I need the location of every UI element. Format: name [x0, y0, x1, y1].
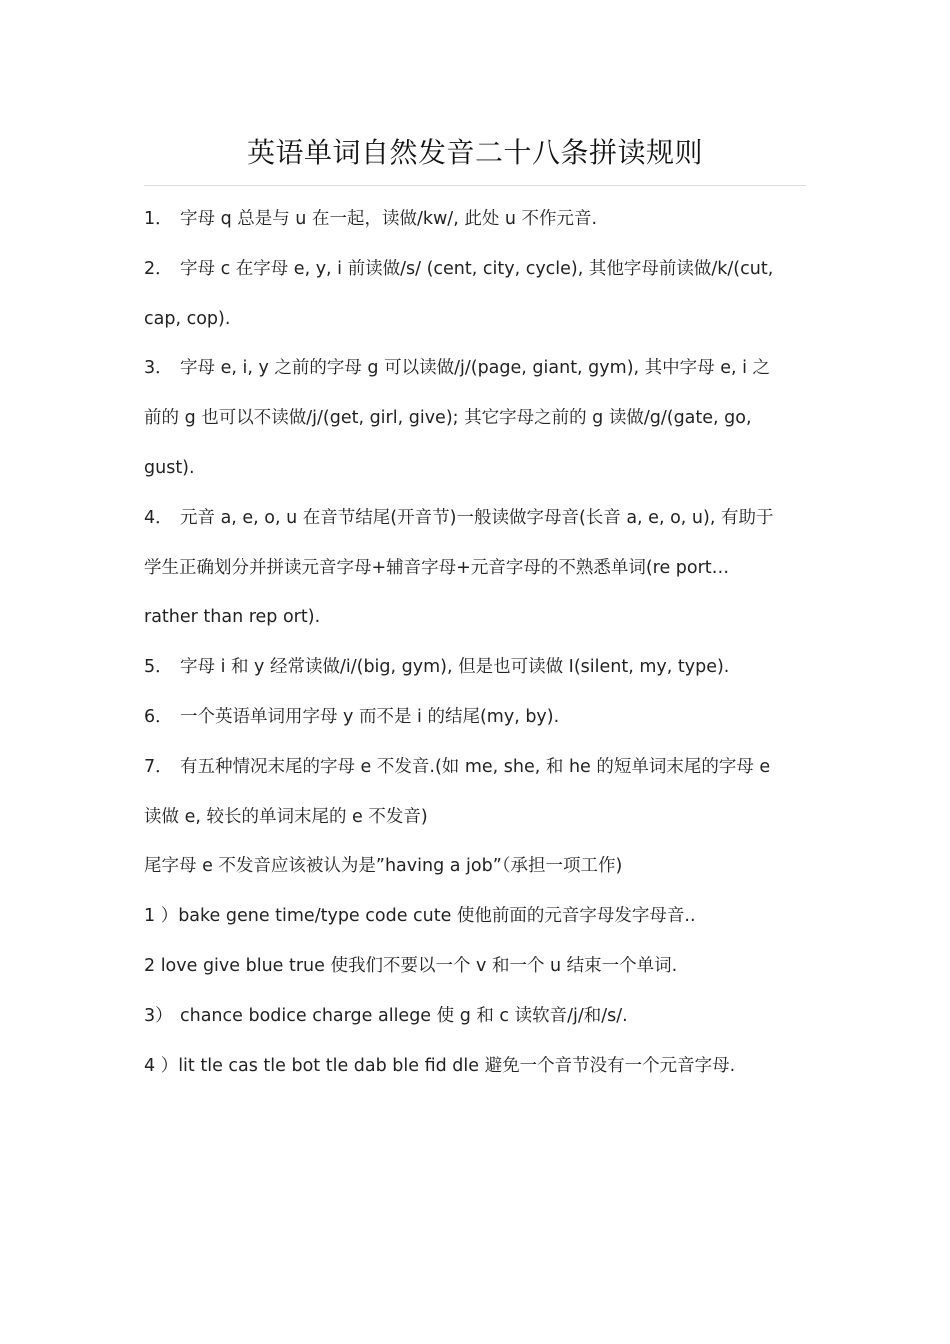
text-line — [144, 793, 806, 843]
line-text: cap, cop). — [144, 308, 231, 329]
line-text: 4 ）lit tle cas tle bot tle dab ble fid dle 避免一个音节没有一个元音字母. — [144, 1055, 736, 1076]
rule-number: 7． — [144, 756, 173, 777]
line-text: gust). — [144, 457, 195, 478]
text-line — [144, 1042, 806, 1092]
title-divider — [144, 185, 806, 186]
text-line — [144, 494, 806, 544]
document-body — [144, 195, 806, 1091]
text-line — [144, 544, 806, 594]
text-line — [144, 245, 806, 295]
text-line — [144, 892, 806, 942]
document-title: 英语单词自然发音二十八条拼读规则 — [246, 136, 703, 169]
line-text: 1 ）bake gene time/type code cute 使他前面的元音字母发字母音.. — [144, 906, 696, 927]
line-text: 读做 e, 较长的单词末尾的 e 不发音) — [144, 806, 428, 827]
line-text: 字母 i 和 y 经常读做/i/(big, gym), 但是也可读做 I(silent, my, type). — [180, 657, 730, 678]
text-line — [144, 593, 806, 643]
line-text: 前的 g 也可以不读做/j/(get, girl, give); 其它字母之前的 g 读做/g/(gate, go, — [144, 408, 752, 429]
text-line — [144, 444, 806, 494]
rule-number: 3） — [144, 1005, 173, 1026]
rule-number: 3． — [144, 358, 173, 379]
rule-number: 1． — [144, 209, 173, 229]
text-line — [144, 344, 806, 394]
line-text: rather than rep ort). — [144, 607, 321, 628]
text-line — [144, 743, 806, 793]
line-text: chance bodice charge allege 使 g 和 c 读软音/j/和/s/. — [180, 1005, 628, 1026]
text-line — [144, 693, 806, 743]
rule-number: 5． — [144, 657, 173, 678]
text-line — [144, 195, 806, 245]
text-line — [144, 295, 806, 345]
line-text: 2 love give blue true 使我们不要以一个 v 和一个 u 结束一个单词. — [144, 955, 678, 976]
rule-number: 2． — [144, 258, 173, 279]
text-line — [144, 942, 806, 992]
line-text: 字母 c 在字母 e, y, i 前读做/s/ (cent, city, cycle), 其他字母前读做/k/(cut, — [180, 258, 774, 279]
line-text: 字母 e, i, y 之前的字母 g 可以读做/j/(page, giant, gym), 其中字母 e, i 之 — [180, 358, 771, 379]
text-line — [144, 842, 806, 892]
text-line — [144, 992, 806, 1042]
line-text: 学生正确划分并拼读元音字母+辅音字母+元音字母的不熟悉单词(re port… — [144, 557, 730, 578]
rule-number: 4． — [144, 507, 173, 528]
line-text: 尾字母 e 不发音应该被认为是”having a job”（承担一项工作) — [144, 856, 623, 877]
line-text: 一个英语单词用字母 y 而不是 i 的结尾(my, by). — [180, 706, 560, 727]
line-text: 字母 q 总是与 u 在一起，读做/kw/, 此处 u 不作元音. — [180, 209, 598, 229]
text-line — [144, 394, 806, 444]
line-text: 元音 a, e, o, u 在音节结尾(开音节)一般读做字母音(长音 a, e, o, u), 有助于 — [180, 507, 774, 528]
text-line — [144, 643, 806, 693]
rule-number: 6． — [144, 706, 173, 727]
line-text: 有五种情况末尾的字母 e 不发音.(如 me, she, 和 he 的短单词末尾的字母 e — [180, 756, 771, 777]
